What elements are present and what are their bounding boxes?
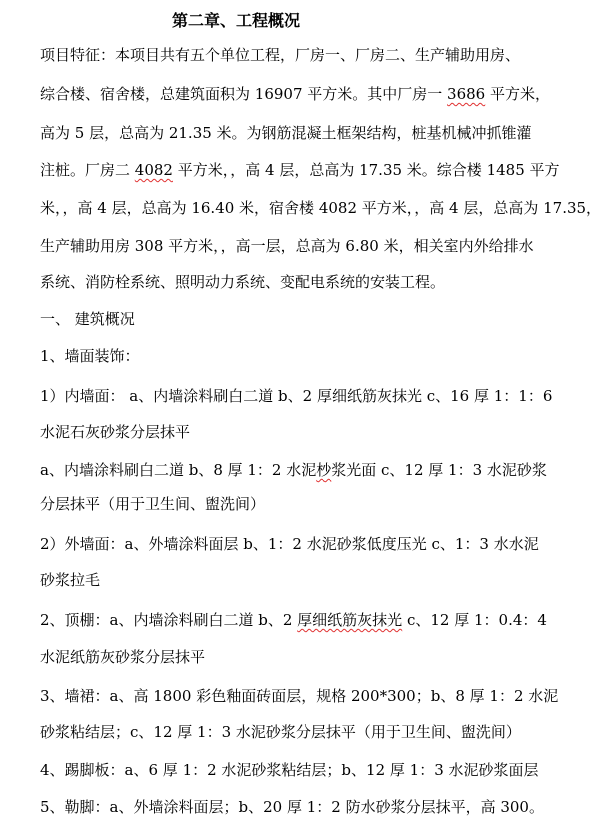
text-line	[40, 84, 585, 104]
text-line	[40, 272, 585, 292]
text-line	[40, 534, 585, 554]
text-segment: 综合楼、宿舍楼，总建筑面积为 16907 平方米。其中厂房一	[40, 85, 448, 103]
text-segment: 1）内墙面： a、内墙涂料刷白二道 b、2 厚细纸筋灰抹光 c、16 厚 1：1：6	[40, 387, 553, 405]
text-line	[40, 386, 585, 406]
spellcheck-flagged-text: 3686	[447, 85, 486, 103]
text-line	[40, 570, 585, 590]
text-line	[40, 760, 585, 780]
text-segment: 水泥纸筋灰砂浆分层抹平	[40, 648, 206, 666]
text-line	[40, 460, 585, 480]
text-segment: 项目特征：本项目共有五个单位工程，厂房一、厂房二、生产辅助用房、	[40, 46, 521, 64]
text-line	[40, 198, 602, 218]
text-line	[40, 494, 585, 514]
text-segment: 平方米，	[485, 85, 550, 103]
text-segment: 生产辅助用房 308 平方米，，高一层，总高为 6.80 米，相关室内外给排水	[40, 237, 534, 255]
spellcheck-flagged-text: 厚细纸筋灰抹光	[297, 611, 403, 629]
text-line	[40, 797, 585, 817]
text-segment: 3、墙裙：a、高 1800 彩色釉面砖面层，规格 200*300；b、8 厚 1：2 水泥	[40, 687, 559, 705]
text-segment: 浆光面 c、12 厚 1：3 水泥砂浆	[331, 461, 547, 479]
text-line	[40, 610, 585, 630]
text-line	[40, 686, 585, 706]
spellcheck-flagged-text: 4082	[134, 161, 173, 179]
spellcheck-flagged-text: 杪	[316, 461, 332, 479]
text-segment: c、12 厚 1：0.4：4	[402, 611, 547, 629]
text-segment: 砂浆拉毛	[40, 571, 101, 589]
text-segment: 砂浆粘结层；c、12 厚 1：3 水泥砂浆分层抹平（用于卫生间、盥洗间）	[40, 723, 521, 741]
text-segment: 注桩。厂房二	[40, 161, 135, 179]
text-segment: 系统、消防栓系统、照明动力系统、变配电系统的安装工程。	[40, 273, 446, 291]
text-segment: 5、勒脚：a、外墙涂料面层；b、20 厚 1：2 防水砂浆分层抹平，高 300。	[40, 798, 544, 816]
text-segment: 水泥石灰砂浆分层抹平	[40, 423, 191, 441]
text-segment: 1、墙面装饰：	[40, 347, 140, 365]
text-segment: 高为 5 层，总高为 21.35 米。为钢筋混凝土框架结构，桩基机械冲抓锥灌	[40, 124, 532, 142]
text-segment: 米，，高 4 层，总高为 16.40 米，宿舍楼 4082 平方米，，高 4 层，总高为 17.35，	[40, 199, 602, 217]
text-line	[40, 160, 585, 180]
chapter-title: 第二章、工程概况	[172, 11, 301, 30]
text-line	[40, 45, 585, 65]
text-segment: 4、踢脚板：a、6 厚 1：2 水泥砂浆粘结层；b、12 厚 1：3 水泥砂浆面层	[40, 761, 539, 779]
text-line	[40, 422, 585, 442]
text-line	[40, 123, 585, 143]
text-line	[40, 647, 585, 667]
text-segment: 分层抹平（用于卫生间、盥洗间）	[40, 495, 266, 513]
text-line	[40, 309, 585, 329]
text-line	[40, 722, 585, 742]
text-segment: a、内墙涂料刷白二道 b、8 厚 1：2 水泥	[40, 461, 317, 479]
text-line	[40, 236, 585, 256]
text-segment: 平方米，，高 4 层，总高为 17.35 米。综合楼 1485 平方	[172, 161, 560, 179]
text-line	[40, 346, 585, 366]
text-segment: 一、 建筑概况	[40, 310, 135, 328]
text-segment: 2、顶棚：a、内墙涂料刷白二道 b、2	[40, 611, 298, 629]
text-segment: 2）外墙面：a、外墙涂料面层 b、1：2 水泥砂浆低度压光 c、1：3 水水泥	[40, 535, 539, 553]
